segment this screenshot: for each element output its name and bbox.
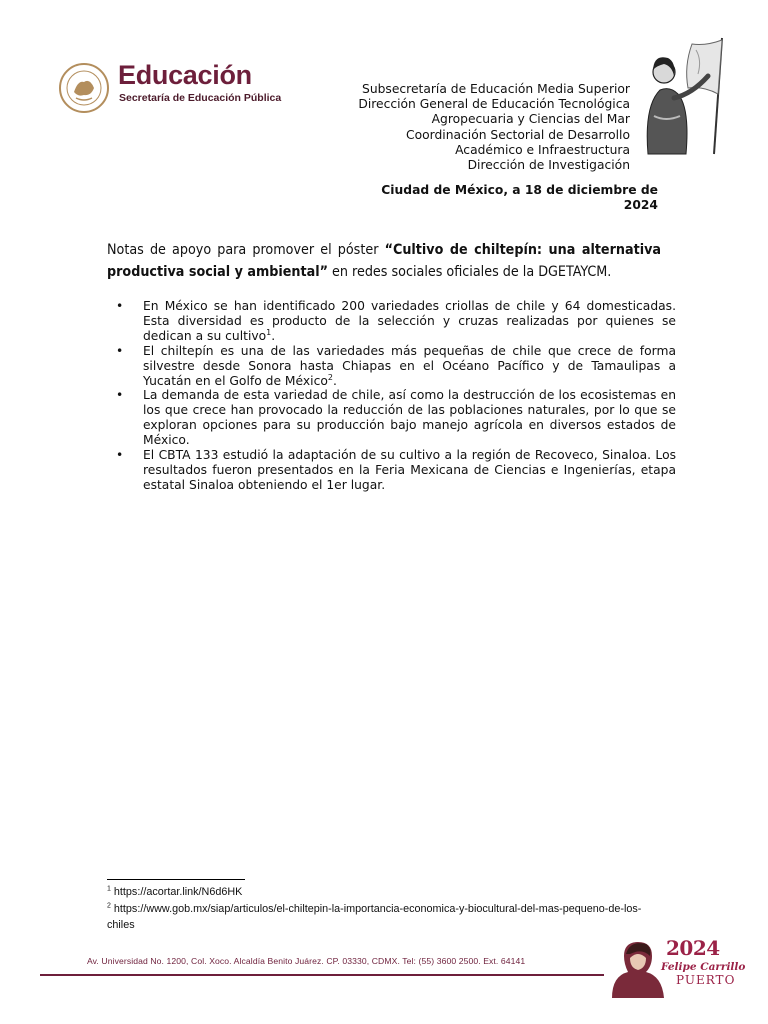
- bullet-tail: .: [271, 328, 276, 343]
- department-line: Dirección de Investigación: [467, 158, 630, 173]
- intro-paragraph: [107, 239, 661, 283]
- bullet-tail: .: [332, 373, 337, 388]
- footnote-link[interactable]: https://www.gob.mx/siap/articulos/el-chiltepin-la-importancia-economica-y-biocultural-del-mas-pequeno-de-los-chiles: [107, 902, 642, 931]
- flag-bearer-illustration: [636, 36, 732, 156]
- department-line: Coordinación Sectorial de Desarrollo: [406, 127, 630, 142]
- department-line: Agropecuaria y Ciencias del Mar: [431, 112, 630, 127]
- department-line: Académico e Infraestructura: [455, 142, 630, 157]
- department-line: Subsecretaría de Educación Media Superior: [362, 82, 630, 96]
- portrait-icon: [606, 936, 666, 998]
- footnote-ref: 2: [327, 372, 333, 382]
- footnote-number: 2: [107, 901, 111, 909]
- bullet-icon: •: [116, 343, 124, 358]
- year-logo: 2024: [666, 936, 720, 960]
- national-seal-icon: [58, 62, 110, 114]
- place-logo: PUERTO: [676, 973, 736, 987]
- bullet-icon: •: [116, 388, 124, 403]
- date-line-1: Ciudad de México, a 18 de diciembre de: [381, 183, 658, 197]
- bullet-list: [116, 299, 676, 493]
- list-item: [116, 299, 676, 344]
- department-line: Dirección General de Educación Tecnológica: [358, 97, 630, 112]
- bullet-text: En México se han identificado 200 variedades criollas de chile y 64 domesticadas. Esta diversidad es producto de la selección y cruzas realizadas por quienes se dedican a su cultivo: [143, 299, 676, 343]
- footer-bar: [40, 974, 604, 976]
- footnote-number: 1: [107, 885, 111, 893]
- logo-subtitle: Secretaría de Educación Pública: [119, 92, 282, 104]
- felipe-carrillo-puerto-logo: [606, 936, 746, 998]
- date-line: [358, 183, 658, 212]
- department-block: [358, 82, 630, 173]
- bullet-text: El chiltepín es una de las variedades más pequeñas de chile que crece de forma silvestre desde Sonora hasta Chiapas en el Océano Pacífico y de Tamaulipas a Yucatán en el Golfo de México: [143, 343, 676, 388]
- list-item: [116, 388, 676, 448]
- sep-logo: [58, 60, 282, 116]
- footnote-ref: 1: [266, 327, 272, 337]
- footnote-link[interactable]: https://acortar.link/N6d6HK: [113, 886, 243, 898]
- footnote-item: [107, 901, 667, 934]
- date-line-2: 2024: [623, 197, 658, 212]
- footer-address: Av. Universidad No. 1200, Col. Xoco. Alcaldía Benito Juárez. CP. 03330, CDMX. Tel: (55) 3600 2500. Ext. 64141: [87, 956, 526, 966]
- list-item: [116, 344, 676, 389]
- footnote-divider: [107, 879, 245, 880]
- bullet-text: El CBTA 133 estudió la adaptación de su cultivo a la región de Recoveco, Sinaloa. Los resultados fueron presentados en la Feria Mexicana de Ciencias e Ingenierías, etapa estatal Sinaloa obteniendo el 1er lugar.: [143, 448, 676, 492]
- bullet-icon: •: [116, 299, 124, 313]
- bullet-text: La demanda de esta variedad de chile, así como la destrucción de los ecosistemas en los que crece han provocado la reducción de las poblaciones naturales, por lo que se exploran opciones para su producción bajo manejo agrícola en diversos estados de México.: [143, 388, 676, 448]
- logo-title: Educación: [118, 60, 252, 90]
- footnote-item: [107, 884, 667, 901]
- name-logo: Felipe Carrillo: [661, 961, 746, 973]
- intro-text-before: Notas de apoyo para promover el póster: [107, 242, 385, 258]
- intro-text-after: en redes sociales oficiales de la DGETAYCM.: [327, 264, 612, 280]
- list-item: [116, 448, 676, 493]
- footnotes: [107, 884, 667, 934]
- bullet-icon: •: [116, 448, 124, 463]
- poster-title: “Cultivo de chiltepín: una alternativa productiva social y ambiental”: [107, 242, 661, 280]
